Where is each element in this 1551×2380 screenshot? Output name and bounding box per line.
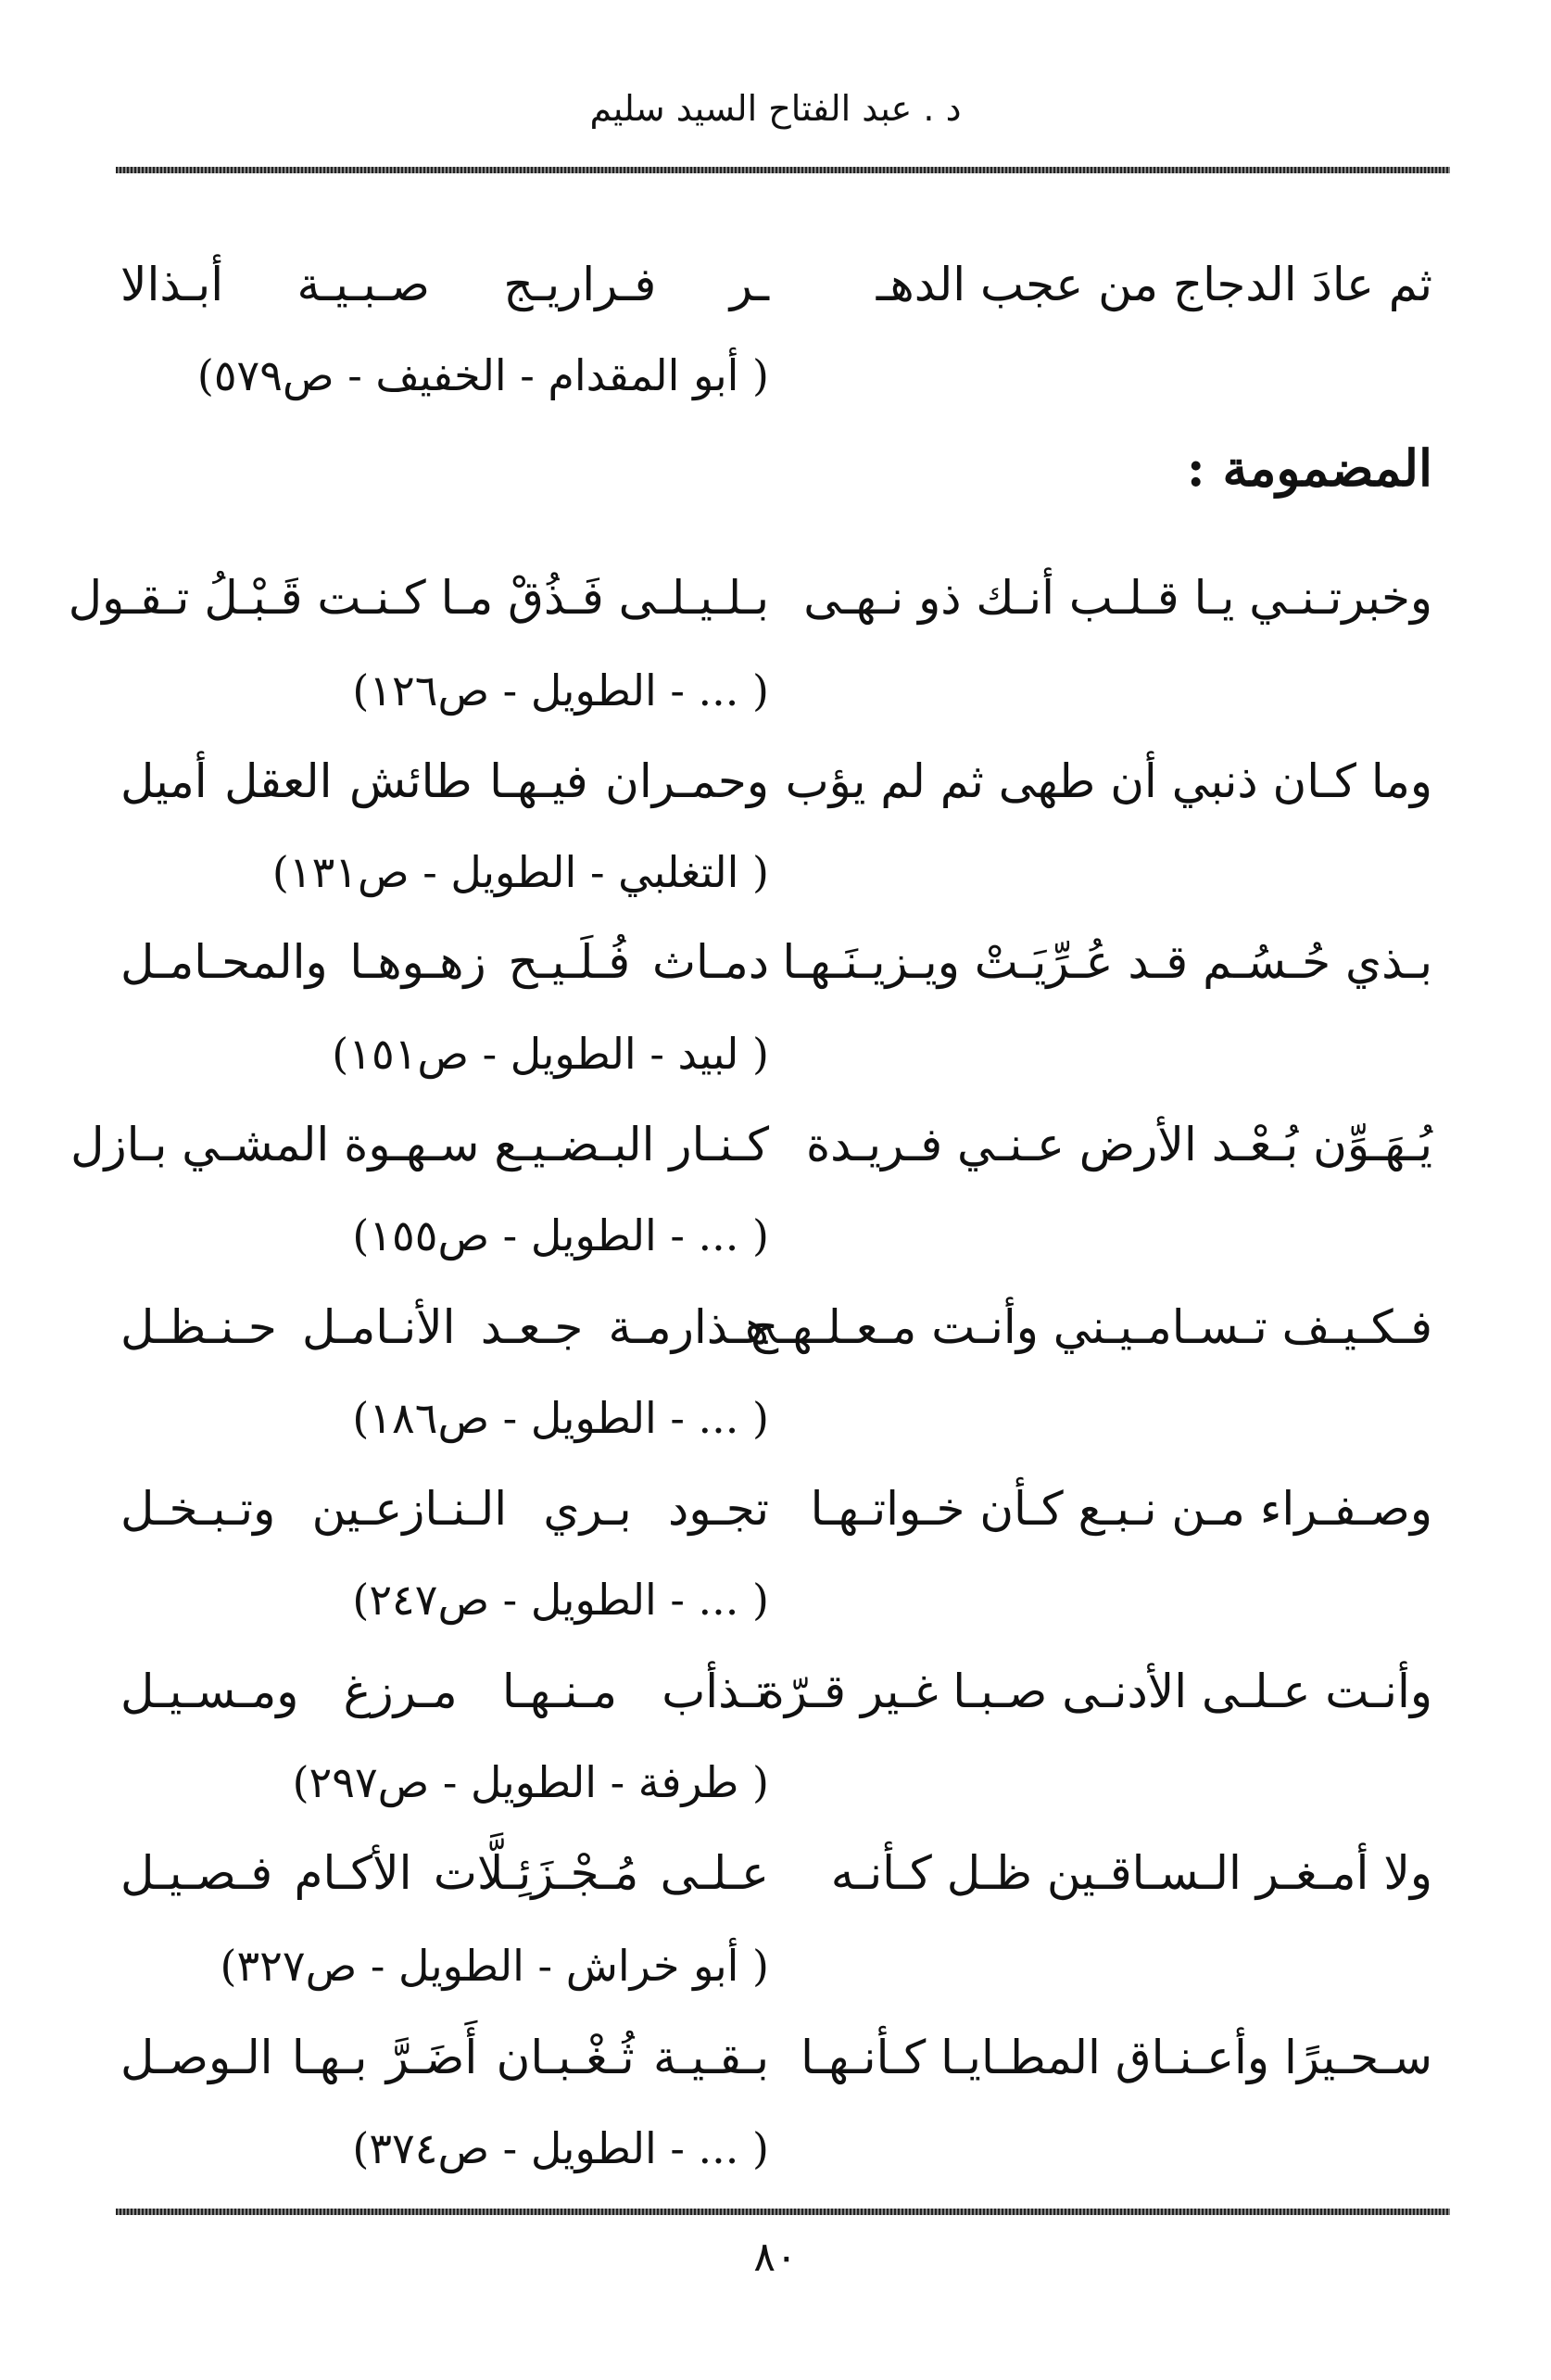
intro-verse-second-hemistich: ـر فـراريـج صـبـيـة أبـذالا (120, 258, 769, 311)
verse-citation: ( ... - الطويل - ص١٥٥) (352, 1210, 769, 1260)
verse-second-hemistich: كـنـار البـضـيـع سـهـوة المشـي بـازل (70, 1118, 769, 1171)
verse-first-hemistich: وأنـت عـلـى الأدنـى صـبـا غـير قـرّة (760, 1665, 1432, 1718)
header-divider (116, 167, 1450, 173)
verse-second-hemistich: بـقـيـة ثُـغْـبـان أَضَـرَّ بـهـا الـوصـل (120, 2031, 769, 2084)
verse-second-hemistich: هـذارمـة جـعـد الأنـامـل حـنـظـل (120, 1300, 769, 1354)
verse-first-hemistich: فـكـيـف تـسـامـيـني وأنـت مـعـلـهـج (748, 1300, 1432, 1354)
verse-second-hemistich: تجـود بـري الـنـازعـين وتـبـخـل (120, 1482, 769, 1536)
footer-divider (116, 2209, 1450, 2215)
verse-citation: ( لبيد - الطويل - ص١٥١) (332, 1029, 769, 1079)
verse-first-hemistich: سـحـيرًا وأعـنـاق المطـايـا كـأنـهـا (801, 2031, 1432, 2084)
intro-verse-citation: ( أبو المقدام - الخفيف - ص٥٧٩) (196, 350, 769, 400)
verse-first-hemistich: وخبرتـنـي يـا قـلـب أنـك ذو نـهـى (803, 571, 1432, 625)
verse-first-hemistich: وما كـان ذنبي أن طهى ثم لم يؤب (785, 754, 1432, 808)
running-header: د . عبد الفتاح السيد سليم (589, 88, 962, 129)
verse-first-hemistich: بـذي حُـسُـم قـد عُـرِّيَـتْ ويـزيـنَـهـا (782, 935, 1432, 989)
verse-citation: ( ... - الطويل - ص١٨٦) (352, 1393, 769, 1443)
verse-citation: ( ... - الطويل - ص٣٧٤) (352, 2123, 769, 2173)
page-number: ٨٠ (753, 2234, 798, 2281)
verse-citation: ( التغلبي - الطويل - ص١٣١) (271, 847, 769, 897)
section-heading: المضمومة : (1186, 438, 1432, 498)
verse-second-hemistich: عـلـى مُـجْـزَئِـلَّات الأكـام فـصـيـل (120, 1846, 769, 1900)
verse-citation: ( ... - الطويل - ص١٢٦) (352, 665, 769, 715)
verse-first-hemistich: ولا أمـغـر الـسـاقـين ظـل كـأنـه (830, 1846, 1432, 1900)
verse-citation: ( أبو خراش - الطويل - ص٣٢٧) (220, 1941, 769, 1991)
verse-second-hemistich: بـلـيـلـى فَـذُقْ مـا كـنـت قَـبْـلُ تـقـول (68, 571, 769, 625)
verse-second-hemistich: دمـاث فُـلَـيـح زهـوهـا والمحـامـل (120, 935, 769, 989)
verse-first-hemistich: يُـهَـوِّن بُـعْـد الأرض عـنـي فـريـدة (805, 1118, 1432, 1171)
verse-first-hemistich: وصـفـراء مـن نـبـع كـأن خـواتـهـا (810, 1482, 1432, 1536)
verse-second-hemistich: تـذأب مـنـهـا مـرزغ ومـسـيـل (120, 1665, 769, 1718)
verse-citation: ( ... - الطويل - ص٢٤٧) (352, 1575, 769, 1625)
intro-verse-first-hemistich: ثم عادَ الدجاج من عجب الدهـ (876, 258, 1432, 311)
verse-citation: ( طرفة - الطويل - ص٢٩٧) (292, 1757, 769, 1807)
verse-second-hemistich: وحمـران فيـهـا طائش العقل أميل (120, 754, 769, 808)
